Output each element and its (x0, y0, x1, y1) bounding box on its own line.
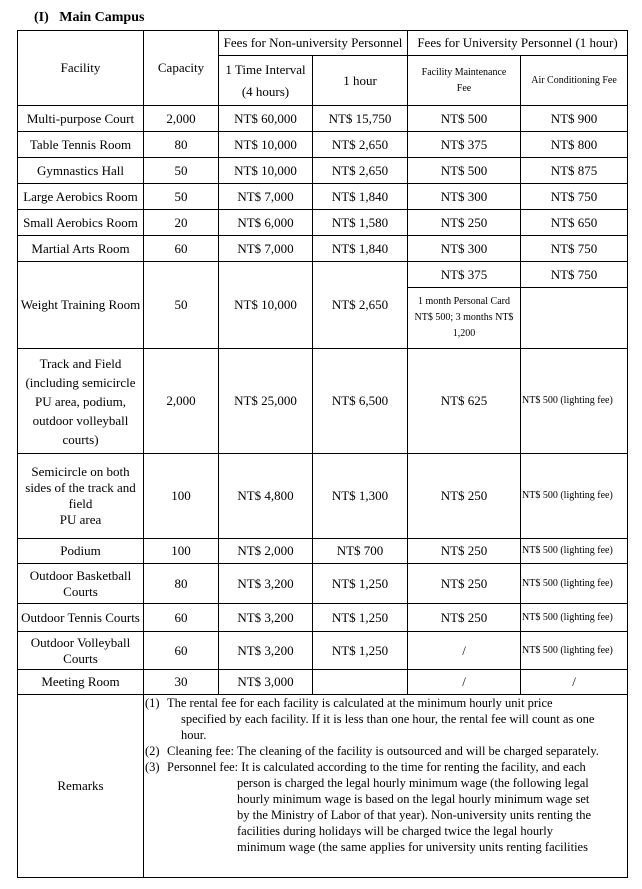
hourly-fee: NT$ 1,250 (313, 604, 408, 632)
maintenance-fee: NT$ 250 (408, 454, 521, 539)
table-row (18, 236, 628, 262)
header-time-interval-line1: 1 Time Interval (225, 61, 306, 77)
capacity-value: 2,000 (144, 106, 219, 132)
ac-fee: NT$ 750 (521, 262, 628, 288)
table-row (18, 632, 628, 670)
maintenance-fee: NT$ 500 (408, 106, 521, 132)
maintenance-fee: NT$ 500 (408, 158, 521, 184)
table-row (18, 349, 628, 454)
capacity-value: 50 (144, 184, 219, 210)
facility-name: Multi-purpose Court (18, 106, 144, 132)
table-row (18, 670, 628, 695)
interval-fee: NT$ 4,800 (219, 454, 313, 539)
ac-fee: NT$ 750 (521, 236, 628, 262)
facility-name: Outdoor Volleyball Courts (18, 632, 144, 670)
remark-number: (1) (145, 696, 160, 710)
hourly-fee: NT$ 1,300 (313, 454, 408, 539)
ac-fee: NT$ 900 (521, 106, 628, 132)
hourly-fee: NT$ 2,650 (313, 132, 408, 158)
capacity-value: 30 (144, 670, 219, 695)
remark-text: minimum wage (the same applies for university units renting facilities (237, 840, 588, 854)
maintenance-fee: NT$ 300 (408, 184, 521, 210)
hourly-fee: NT$ 1,840 (313, 184, 408, 210)
header-time-interval (219, 56, 313, 106)
lighting-fee: NT$ 500 (lighting fee) (521, 349, 628, 454)
capacity-value: 60 (144, 236, 219, 262)
facility-name: Track and Field (including semicircle PU area, podium, outdoor volleyball courts) (18, 349, 144, 454)
remark-text: person is charged the legal hourly minimum wage (the following legal (237, 776, 589, 790)
capacity-value: 100 (144, 454, 219, 539)
table-row (18, 210, 628, 236)
header-university-fees: Fees for University Personnel (1 hour) (408, 31, 628, 56)
maintenance-fee: NT$ 250 (408, 564, 521, 604)
capacity-value: 2,000 (144, 349, 219, 454)
ac-fee: NT$ 750 (521, 184, 628, 210)
table-row (18, 184, 628, 210)
facility-name: Semicircle on both sides of the track and field PU area (18, 454, 144, 539)
hourly-fee: NT$ 1,580 (313, 210, 408, 236)
facility-name: Table Tennis Room (18, 132, 144, 158)
remark-text: hour. (181, 728, 207, 742)
facility-name: Outdoor Tennis Courts (18, 604, 144, 632)
interval-fee: NT$ 7,000 (219, 236, 313, 262)
remark-text: Cleaning fee: The cleaning of the facility is outsourced and will be charged separately. (167, 744, 599, 758)
interval-fee: NT$ 7,000 (219, 184, 313, 210)
facility-name: Weight Training Room (18, 262, 144, 349)
lighting-fee: NT$ 500 (lighting fee) (521, 632, 628, 670)
remark-item-3 (145, 759, 626, 775)
table-row (18, 106, 628, 132)
fee-table (17, 30, 628, 878)
lighting-fee: NT$ 500 (lighting fee) (521, 539, 628, 564)
capacity-value: 60 (144, 632, 219, 670)
capacity-value: 50 (144, 158, 219, 184)
hourly-fee: NT$ 1,250 (313, 632, 408, 670)
maintenance-fee: NT$ 375 (408, 132, 521, 158)
ac-fee: / (521, 670, 628, 695)
hourly-fee: NT$ 6,500 (313, 349, 408, 454)
remark-text: facilities during holidays will be charged twice the legal hourly (237, 824, 553, 838)
remark-text: hourly minimum wage is based on the legal hourly minimum wage set (237, 792, 590, 806)
interval-fee: NT$ 6,000 (219, 210, 313, 236)
hourly-fee: NT$ 2,650 (313, 158, 408, 184)
header-time-interval-line2: (4 hours) (241, 83, 290, 99)
hourly-fee: NT$ 1,840 (313, 236, 408, 262)
interval-fee: NT$ 25,000 (219, 349, 313, 454)
header-one-hour: 1 hour (313, 56, 408, 106)
remark-text: The rental fee for each facility is calculated at the minimum hourly unit price (167, 696, 553, 710)
interval-fee: NT$ 3,000 (219, 670, 313, 695)
remark-item-1 (145, 695, 626, 711)
ac-fee: NT$ 800 (521, 132, 628, 158)
header-maintenance-fee: Facility Maintenance Fee (408, 56, 521, 106)
maintenance-fee: / (408, 632, 521, 670)
hourly-fee: NT$ 1,250 (313, 564, 408, 604)
remark-text: by the Ministry of Labor of that year). Non-university units renting the (237, 808, 592, 822)
maintenance-fee: NT$ 625 (408, 349, 521, 454)
capacity-value: 80 (144, 564, 219, 604)
header-capacity: Capacity (144, 31, 219, 106)
maintenance-fee: NT$ 300 (408, 236, 521, 262)
remarks-row (18, 695, 628, 878)
ac-fee: NT$ 650 (521, 210, 628, 236)
header-air-conditioning-fee: Air Conditioning Fee (521, 56, 628, 106)
table-row (18, 132, 628, 158)
table-row (18, 454, 628, 539)
facility-name: Large Aerobics Room (18, 184, 144, 210)
hourly-fee: NT$ 2,650 (313, 262, 408, 349)
table-row (18, 539, 628, 564)
table-row (18, 564, 628, 604)
interval-fee: NT$ 2,000 (219, 539, 313, 564)
hourly-fee: NT$ 700 (313, 539, 408, 564)
remarks-label: Remarks (18, 695, 144, 878)
hourly-fee: NT$ 15,750 (313, 106, 408, 132)
table-row (18, 604, 628, 632)
interval-fee: NT$ 3,200 (219, 604, 313, 632)
interval-fee: NT$ 10,000 (219, 132, 313, 158)
facility-name: Martial Arts Room (18, 236, 144, 262)
lighting-fee: NT$ 500 (lighting fee) (521, 454, 628, 539)
lighting-fee: NT$ 500 (lighting fee) (521, 564, 628, 604)
maintenance-fee: / (408, 670, 521, 695)
lighting-fee: NT$ 500 (lighting fee) (521, 604, 628, 632)
facility-name: Gymnastics Hall (18, 158, 144, 184)
remark-text: specified by each facility. If it is less than one hour, the rental fee will count as one (181, 712, 595, 726)
remark-item-2 (145, 743, 626, 759)
facility-name: Podium (18, 539, 144, 564)
capacity-value: 80 (144, 132, 219, 158)
maintenance-fee: NT$ 250 (408, 210, 521, 236)
facility-name: Small Aerobics Room (18, 210, 144, 236)
interval-fee: NT$ 10,000 (219, 262, 313, 349)
ac-fee: NT$ 875 (521, 158, 628, 184)
maintenance-fee: NT$ 250 (408, 604, 521, 632)
interval-fee: NT$ 3,200 (219, 632, 313, 670)
maintenance-fee: NT$ 250 (408, 539, 521, 564)
remark-number: (2) (145, 744, 160, 758)
header-non-university-fees: Fees for Non-university Personnel (219, 31, 408, 56)
maintenance-fee: NT$ 375 (408, 262, 521, 288)
remark-number: (3) (145, 760, 160, 774)
table-row (18, 158, 628, 184)
facility-name: Meeting Room (18, 670, 144, 695)
personal-card-note: 1 month Personal Card NT$ 500; 3 months NT$ 1,200 (408, 288, 521, 349)
capacity-value: 50 (144, 262, 219, 349)
remarks-content (144, 695, 628, 878)
remark-text: Personnel fee: It is calculated according to the time for renting the facility, and each (167, 760, 586, 774)
interval-fee: NT$ 3,200 (219, 564, 313, 604)
interval-fee: NT$ 10,000 (219, 158, 313, 184)
section-heading: (I) Main Campus (34, 10, 145, 25)
table-row (18, 262, 628, 288)
capacity-value: 20 (144, 210, 219, 236)
facility-name: Outdoor Basketball Courts (18, 564, 144, 604)
ac-fee-empty (521, 288, 628, 349)
capacity-value: 100 (144, 539, 219, 564)
header-facility: Facility (18, 31, 144, 106)
interval-fee: NT$ 60,000 (219, 106, 313, 132)
capacity-value: 60 (144, 604, 219, 632)
hourly-fee (313, 670, 408, 695)
